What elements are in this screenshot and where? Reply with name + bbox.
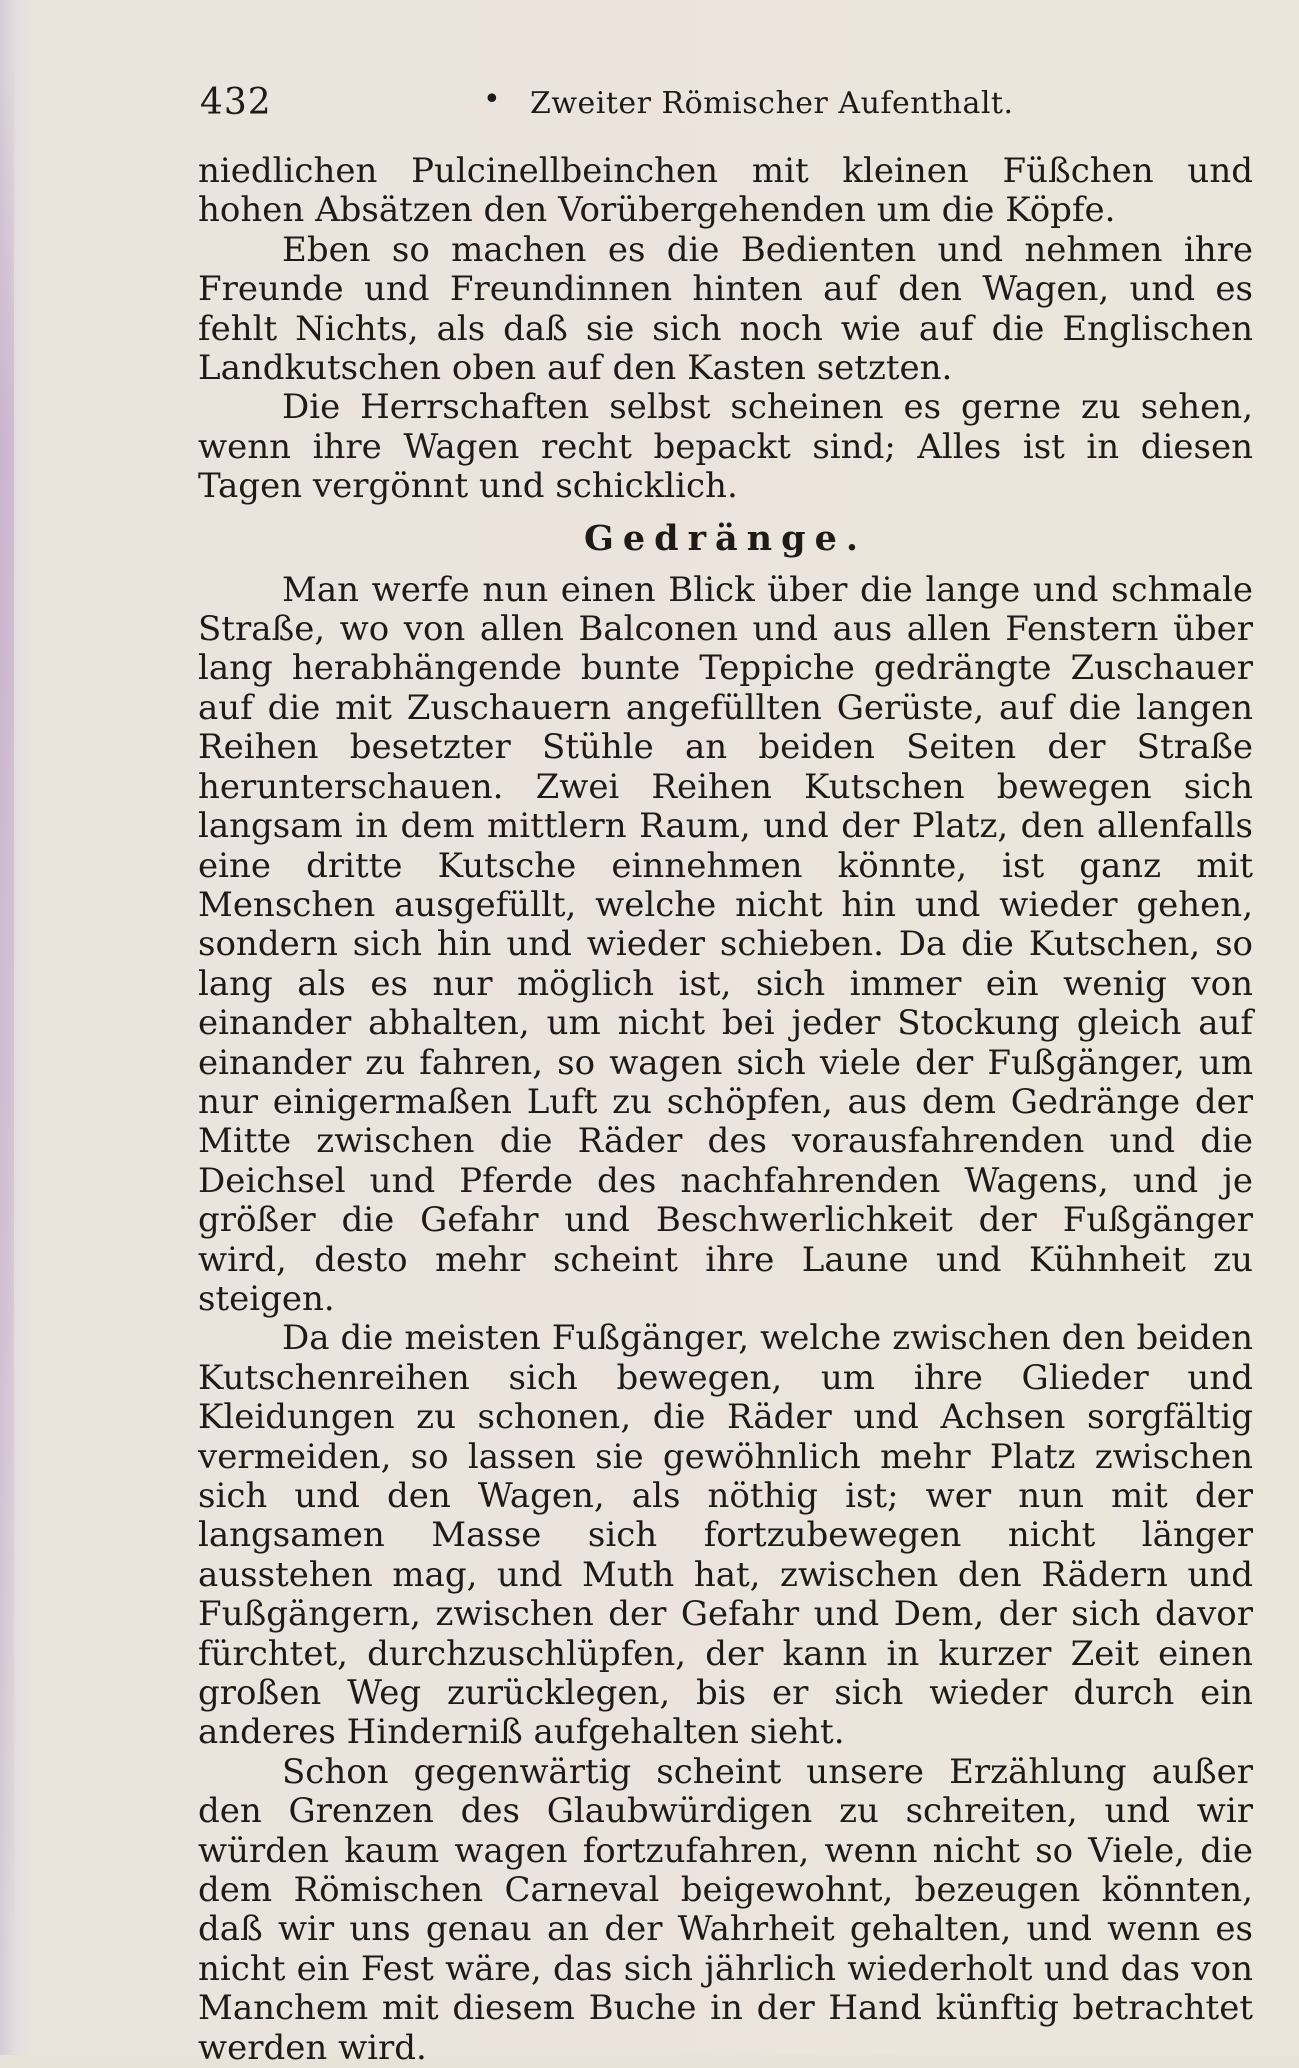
paragraph-continued: niedlichen Pulcinellbeinchen mit kleinen Füßchen und hohen Absätzen den Vorübergehenden um die Köpfe. bbox=[198, 151, 1253, 231]
paragraph: Die Herrschaften selbst scheinen es gerne zu sehen, wenn ihre Wagen recht bepackt sind; Alles ist in diesen Tagen vergönnt und schicklich. bbox=[198, 387, 1253, 507]
page-number: 432 bbox=[200, 82, 272, 123]
paragraph: Man werfe nun einen Blick über die lange und schmale Straße, wo von allen Balconen und aus allen Fenstern über lang herabhängende bunte Teppiche gedrängte Zuschauer auf die mit Zuschauern angefüllten Gerüste, auf die langen Reihen besetzter Stühle an beiden Seiten der Straße herunterschauen. Zwei Reihen Kutschen bewegen sich langsam in dem mittlern Raum, und der Platz, den allenfalls eine dritte Kutsche einnehmen könnte, ist ganz mit Menschen ausgefüllt, welche nicht hin und wieder gehen, sondern sich hin und wieder schieben. Da die Kutschen, so lang als es nur möglich ist, sich immer ein wenig von einander abhalten, um nicht bei jeder Stockung gleich auf einander zu fahren, so wagen sich viele der Fußgänger, um nur einigermaßen Luft zu schöpfen, aus dem Gedränge der Mitte zwischen die Räder des vorausfahrenden und die Deichsel und Pferde des nachfahrenden Wagens, und je größer die Gefahr und Beschwerlichkeit der Fußgänger wird, desto mehr scheint ihre Laune und Kühnheit zu steigen. bbox=[198, 569, 1253, 1319]
header-dot: • bbox=[483, 82, 501, 117]
page-header bbox=[200, 82, 1260, 132]
page-edge-stain bbox=[0, 60, 14, 1960]
paragraph: Eben so machen es die Bedienten und nehmen ihre Freunde und Freundinnen hinten auf den Wagen, und es fehlt Nichts, als daß sie sich noch wie auf die Englischen Landkutschen oben auf den Kasten setzten. bbox=[198, 229, 1253, 389]
paragraph: Da die meisten Fußgänger, welche zwischen den beiden Kutschenreihen sich bewegen, um ihre Glieder und Kleidungen zu schonen, die Räder und Achsen sorgfältig vermeiden, so lassen sie gewöhnlich mehr Platz zwischen sich und den Wagen, als nöthig ist; wer nun mit der langsamen Masse sich fortzubewegen nicht länger ausstehen mag, und Muth hat, zwischen den Rädern und Fußgängern, zwischen der Gefahr und Dem, der sich davor fürchtet, durchzuschlüpfen, der kann in kurzer Zeit einen großen Weg zurücklegen, bis er sich wieder durch ein anderes Hinderniß aufgehalten sieht. bbox=[198, 1318, 1253, 1753]
body-text bbox=[198, 152, 1253, 2068]
running-head: Zweiter Römischer Aufenthalt. bbox=[530, 86, 1014, 121]
section-heading: Gedränge. bbox=[583, 517, 868, 559]
paragraph: Schon gegenwärtig scheint unsere Erzählung außer den Grenzen des Glaubwürdigen zu schreiten, und wir würden kaum wagen fortzufahren, wenn nicht so Viele, die dem Römischen Carneval beigewohnt, bezeugen könnten, daß wir uns genau an der Wahrheit gehalten, und wenn es nicht ein Fest wäre, das sich jährlich wiederholt und das von Manchem mit diesem Buche in der Hand künftig betrachtet werden wird. bbox=[198, 1751, 1253, 2068]
